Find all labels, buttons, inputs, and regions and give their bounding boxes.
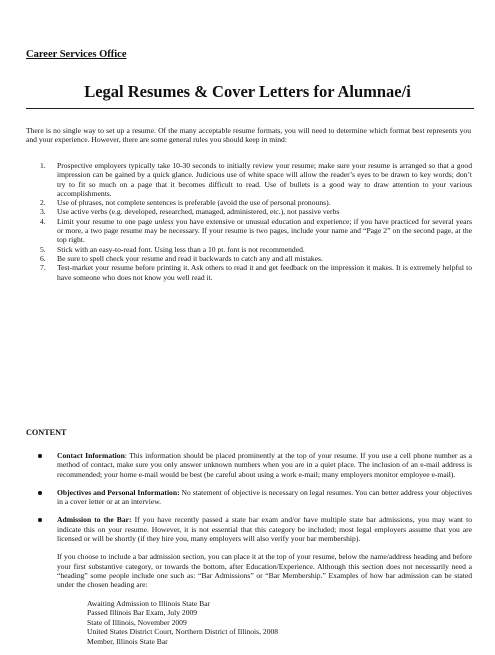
rule-text: Prospective employers typically take 10-30 seconds to initially review your resume; make sure your resume is arranged so that a good impression can be gained by a quick glance. Judicious use of white space will allow the reader’s eyes to be drawn to key words; don’t try to fit so much on a page that it becomes difficult to read. Use of bullets is a good way to draw attention to your various accomplishments. <box>57 161 472 198</box>
rule-text: Test-market your resume before printing it. Ask others to read it and get feedback on the impression it makes. It is extremely helpful to have someone who does not know you well read it. <box>57 263 472 282</box>
content-item-label: Objectives and Personal Information: <box>57 487 180 497</box>
example-line: Member, Illinois State Bar <box>87 636 168 646</box>
rule-number: 2. <box>40 198 46 208</box>
rule-item <box>26 254 472 263</box>
example-line: State of Illinois, November 2009 <box>87 617 187 627</box>
example-line: Passed Illinois Bar Exam, July 2009 <box>87 608 198 618</box>
rule-number: 5. <box>40 244 46 254</box>
content-item-text: If you have recently passed a state bar exam and/or have multiple state bar admissions, you may want to indicate this on your resume. However, it is not essential that this category be included; most legal employers assume that you are licensed or will be shortly (if they hire you, many employers will also verify your bar membership). <box>57 515 473 544</box>
rule-number: 6. <box>40 253 46 263</box>
content-item-objectives <box>26 488 472 507</box>
rule-emphasis: unless <box>154 216 174 226</box>
rule-number: 7. <box>40 263 46 273</box>
content-item-paragraph: If you choose to include a bar admission section, you can place it at the top of your resume, below the name/address heading and before your first substantive category, or towards the bottom, after Education/Experience. Although this section does not necessarily need a “heading” some people include one such as: “Bar Admissions” or “Bar Membership.” Examples of how bar admission can be stated under the chosen heading are: <box>57 552 472 590</box>
bullet-icon <box>38 454 42 458</box>
bullet-icon <box>38 518 42 522</box>
content-item-contact <box>26 451 472 479</box>
rule-text: you have extensive or unusual education and experience; if you have practiced for several years or more, a two page resume may be necessary. If your resume is two pages, include your name and “Page 2” on the second page, at the top right. <box>57 216 472 245</box>
content-item-text: No statement of objective is necessary on legal resumes. You can better address your objectives in a cover letter or at an interview. <box>57 487 472 507</box>
example-line: United States District Court, Northern District of Illinois, 2008 <box>87 627 279 637</box>
rule-number: 1. <box>40 161 46 170</box>
rule-text: Limit your resume to one page <box>57 216 155 226</box>
page-title: Legal Resumes & Cover Letters for Alumnae/i <box>84 82 411 101</box>
rule-text: Use of phrases, not complete sentences is preferable (avoid the use of personal pronouns). <box>57 198 331 208</box>
general-rules-list <box>26 161 472 282</box>
content-item-label: Contact Information <box>57 451 125 460</box>
content-item-text: : This information should be placed prominently at the top of your resume. If you use a cell phone number as a method of contact, make sure you only answer unknown numbers when you are in a quiet place. The inclusion of an e-mail address is recommended; your home e-mail would be best (be careful about using a work e-mail; many employers monitor employee e-mail). <box>57 451 472 479</box>
rule-text: Be sure to spell check your resume and read it backwards to catch any and all mistakes. <box>57 253 323 263</box>
rule-item <box>26 245 472 254</box>
office-name: Career Services Office <box>26 49 127 60</box>
content-item-bar-admission <box>26 515 472 646</box>
bullet-icon <box>38 491 42 495</box>
content-list <box>26 451 472 655</box>
title-divider <box>26 108 474 109</box>
example-line: Awaiting Admission to Illinois State Bar <box>87 598 211 608</box>
rule-item <box>26 263 472 282</box>
rule-text: Use active verbs (e.g. developed, researched, managed, administered, etc.), not passive verbs <box>57 207 340 217</box>
rule-item <box>26 207 472 216</box>
content-heading: CONTENT <box>26 428 67 437</box>
rule-item <box>26 217 472 245</box>
content-item-label: Admission to the Bar: <box>57 515 132 525</box>
rule-number: 3. <box>40 207 46 217</box>
rule-item <box>26 198 472 207</box>
bar-admission-examples <box>87 599 472 647</box>
rule-text: Stick with an easy-to-read font. Using less than a 10 pt. font is not recommended. <box>57 244 305 254</box>
intro-paragraph: There is no single way to set up a resume. Of the many acceptable resume formats, you will need to determine which format best represents you and your experience. However, there are some general rules you should keep in mind: <box>26 126 471 145</box>
rule-item <box>26 161 472 198</box>
rule-number: 4. <box>40 216 46 226</box>
